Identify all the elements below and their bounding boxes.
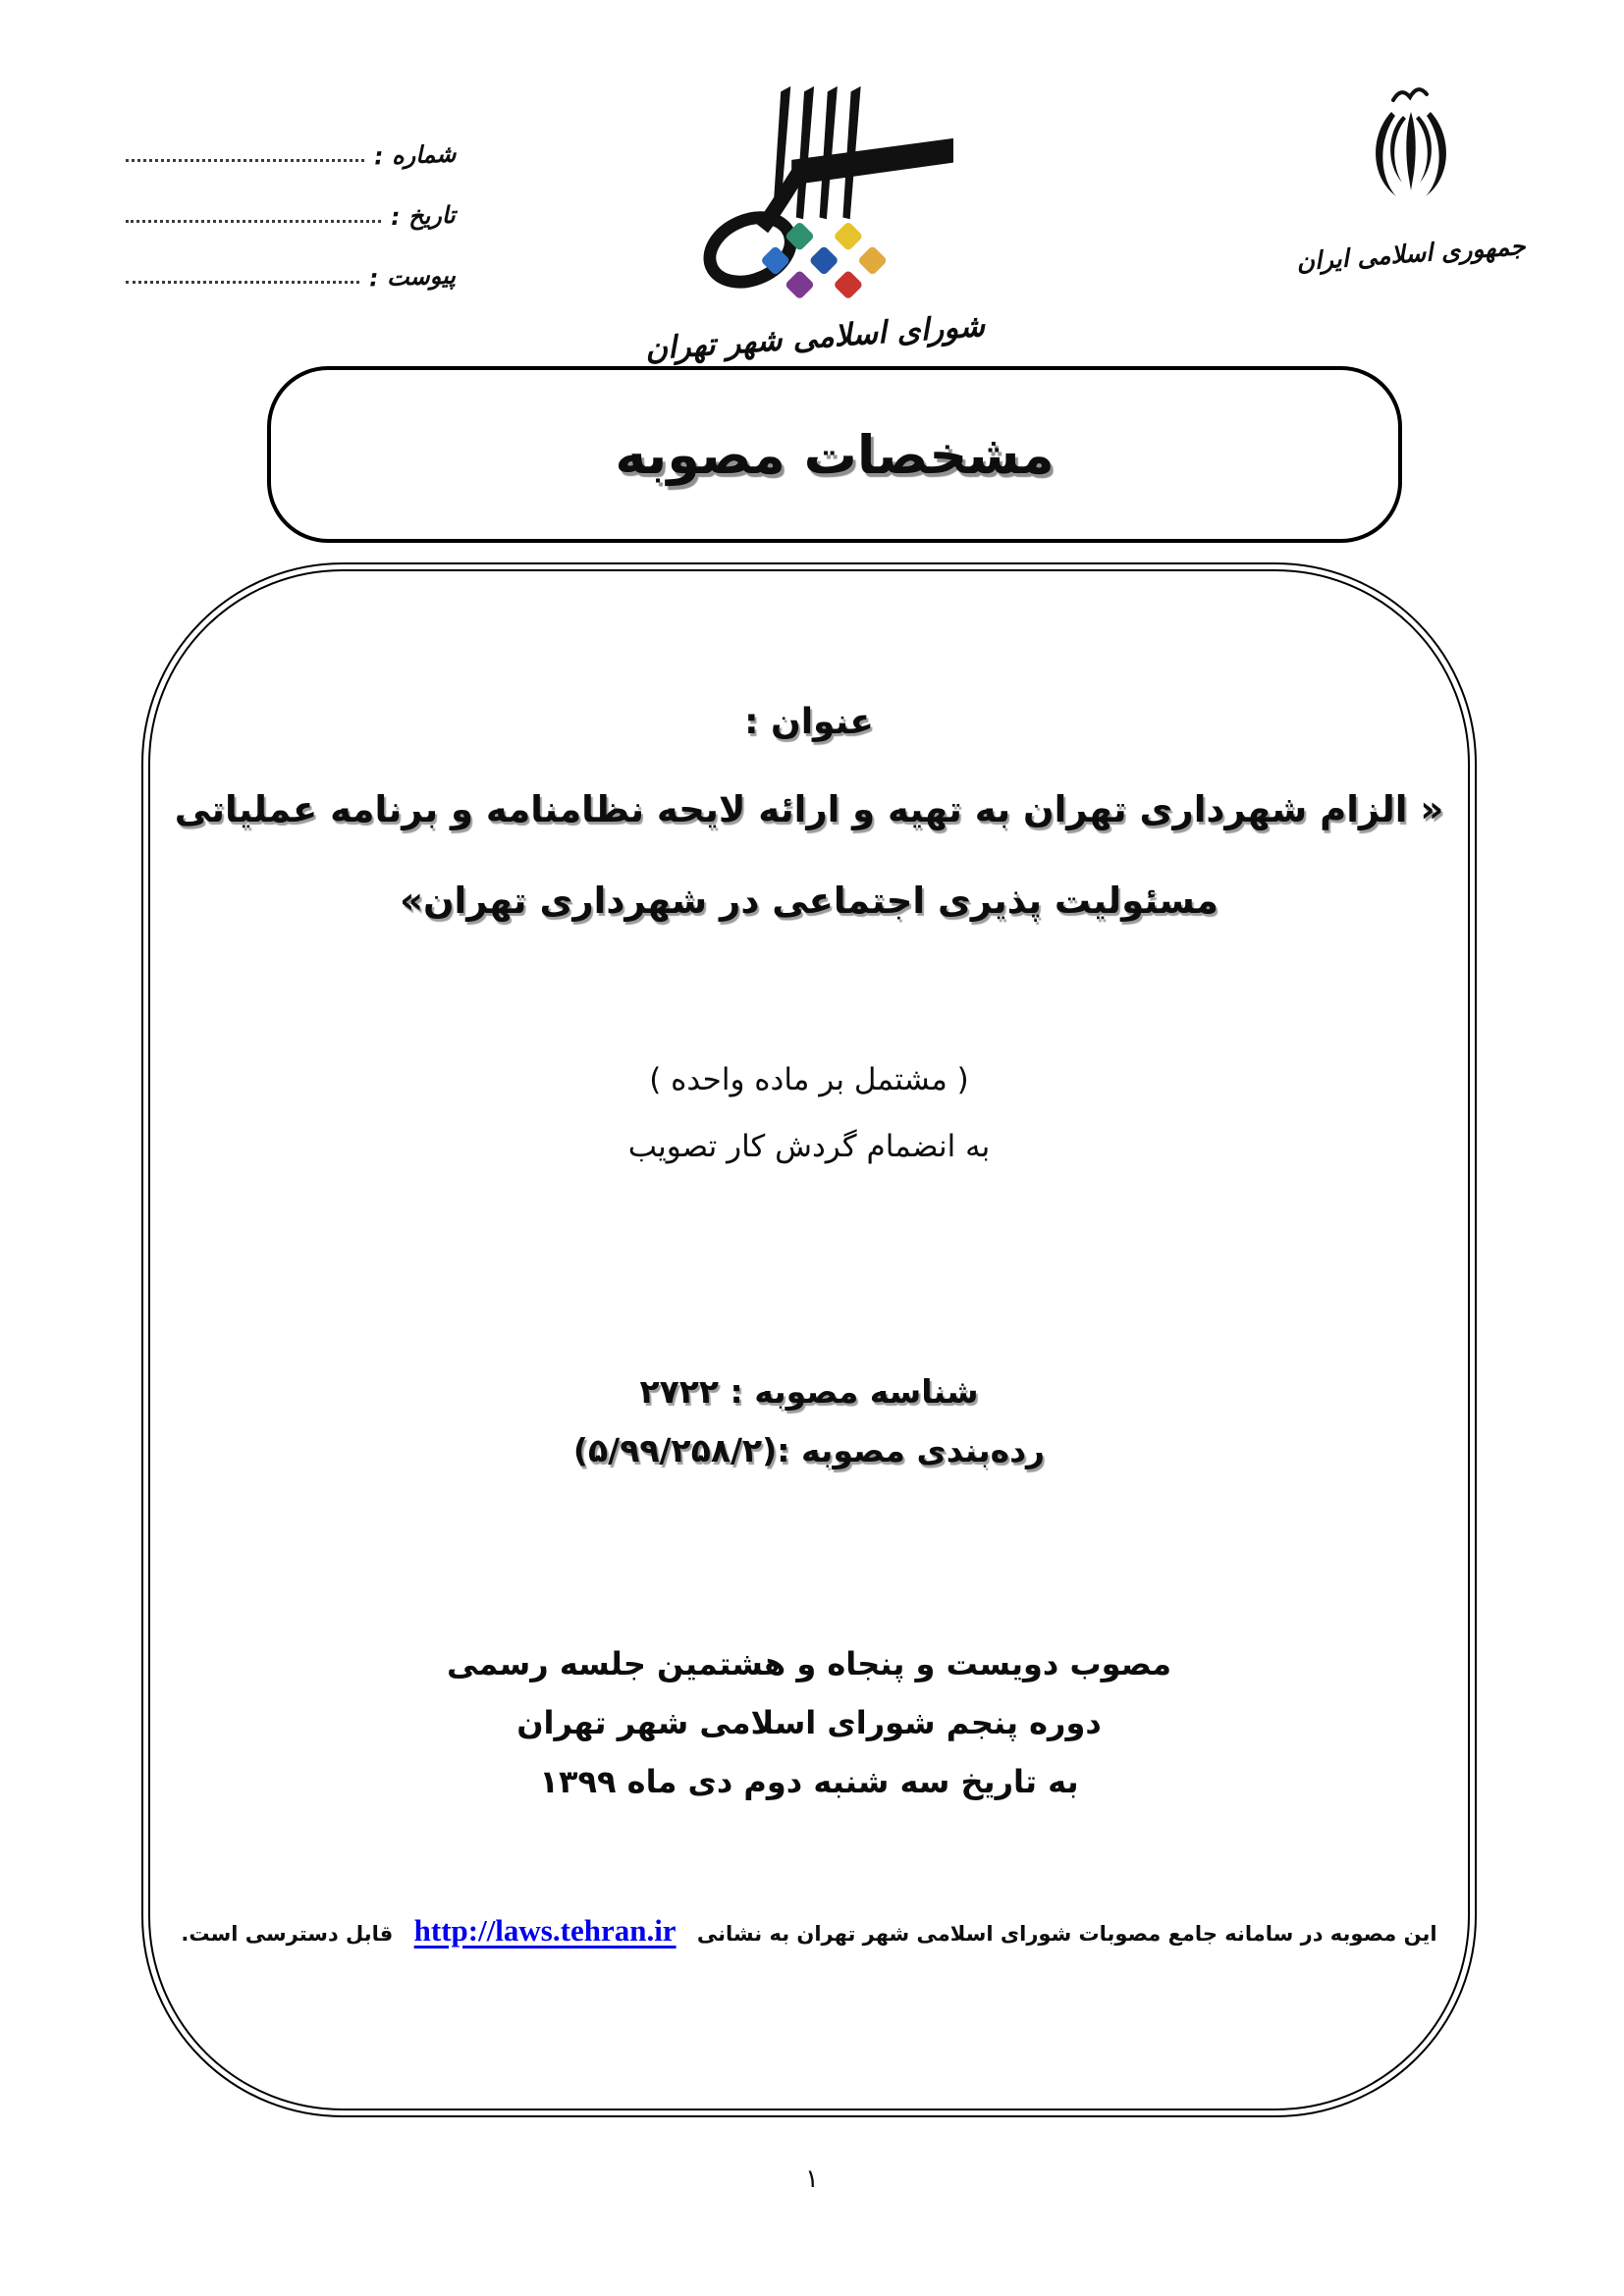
logo-diamond xyxy=(833,221,863,251)
letterhead-form-fields xyxy=(126,110,456,293)
laws-portal-link[interactable]: http://laws.tehran.ir xyxy=(413,1913,677,1948)
resolution-title-line-2: مسئولیت پذیری اجتماعی در شهرداری تهران» xyxy=(400,880,1218,922)
iran-emblem-icon xyxy=(1349,86,1473,234)
resolution-id-line: شناسه مصوبه : ۲۷۲۲ xyxy=(639,1372,979,1411)
logo-diamond xyxy=(785,270,815,300)
content-note-workflow: به انضمام گردش کار تصویب xyxy=(627,1129,991,1164)
page-number: ۱ xyxy=(805,2164,819,2194)
access-note-before-url: این مصوبه در سامانه جامع مصوبات شورای اسلامی شهر تهران به نشانی xyxy=(696,1922,1437,1946)
number-field-row xyxy=(126,110,456,171)
attachment-field-label: پیوست : xyxy=(368,261,457,293)
access-note-after-url: قابل دسترسی است. xyxy=(181,1922,394,1946)
date-field-blank xyxy=(126,220,381,223)
logo-diamond xyxy=(857,245,888,276)
attachment-field-row xyxy=(126,232,456,293)
number-field-label: شماره : xyxy=(373,139,457,171)
logo-diamond xyxy=(809,245,839,276)
date-field-row xyxy=(126,171,456,232)
logo-diamond-cluster xyxy=(760,221,888,299)
number-field-blank xyxy=(126,159,364,162)
attachment-field-blank xyxy=(126,281,359,284)
logo-diamond xyxy=(833,270,863,300)
session-date-line: به تاریخ سه شنبه دوم دی ماه ۱۳۹۹ xyxy=(539,1763,1079,1800)
access-note xyxy=(141,1902,1477,1962)
resolution-title-line-1: « الزام شهرداری تهران به تهیه و ارائه لایحه نظامنامه و برنامه عملیاتی xyxy=(174,788,1444,830)
stamp-box xyxy=(267,366,1402,543)
council-logo-block xyxy=(607,84,1023,368)
resolution-title-label: عنوان : xyxy=(744,702,874,742)
council-logo-caption: شورای اسلامی شهر تهران xyxy=(643,307,987,368)
stamp-box-title: مشخصات مصوبه xyxy=(615,423,1055,486)
resolution-classification-line: رده‌بندی مصوبه :(۵/۹۹/۲۵۸/۲) xyxy=(572,1431,1046,1469)
session-line-1: مصوب دویست و پنجاه و هشتمین جلسه رسمی xyxy=(446,1645,1172,1682)
national-emblem-caption: جمهوری اسلامی ایران xyxy=(1295,231,1527,277)
content-note-single-article: ( مشتمل بر ماده واحده ) xyxy=(649,1062,969,1097)
date-field-label: تاریخ : xyxy=(390,200,457,232)
session-line-2: دوره پنجم شورای اسلامی شهر تهران xyxy=(516,1704,1102,1741)
council-logo-icon xyxy=(658,84,972,318)
national-emblem-block xyxy=(1259,86,1563,277)
